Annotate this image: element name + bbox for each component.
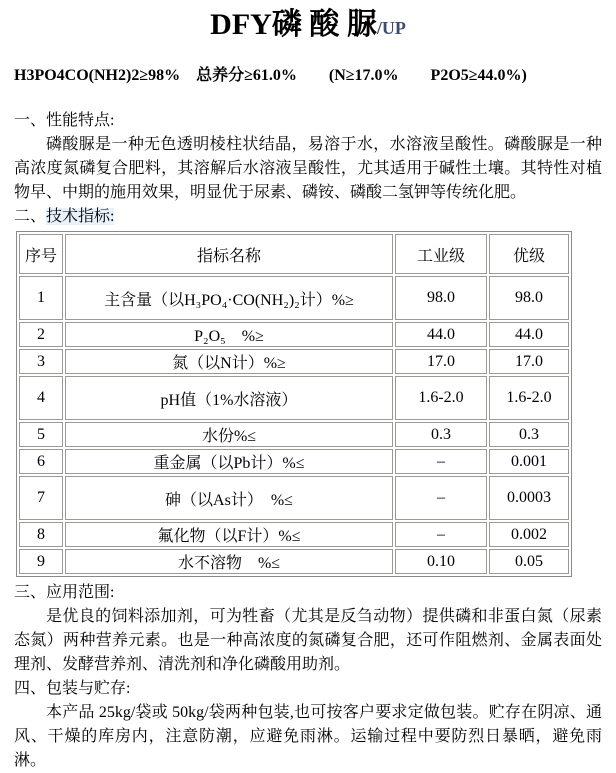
section-number: 二、 — [14, 208, 47, 225]
indicator-name: P₂O₅ %≥ — [65, 322, 393, 347]
section-packaging — [14, 677, 602, 773]
industrial-grade-value: 44.0 — [395, 322, 487, 347]
col-header-index: 序号 — [19, 234, 63, 274]
premium-grade-value: 1.6-2.0 — [489, 376, 569, 420]
table-row — [19, 422, 569, 447]
premium-grade-value: 0.05 — [489, 549, 569, 574]
row-number: 4 — [19, 376, 63, 420]
table-row — [19, 276, 569, 320]
row-number: 1 — [19, 276, 63, 320]
indicator-name: 氮（以N计）%≥ — [65, 349, 393, 374]
indicator-name: 主含量（以H₃PO₄·CO(NH₂)₂计）%≥ — [65, 276, 393, 320]
table-row — [19, 376, 569, 420]
section-applications — [14, 581, 602, 677]
col-header-indicator: 指标名称 — [65, 234, 393, 274]
indicator-name: pH值（1%水溶液） — [65, 376, 393, 420]
table-row — [19, 522, 569, 547]
table-row — [19, 549, 569, 574]
table-row — [19, 349, 569, 374]
industrial-grade-value: 0.10 — [395, 549, 487, 574]
industrial-grade-value: 98.0 — [395, 276, 487, 320]
section-body-performance: 磷酸脲是一种无色透明棱柱状结晶，易溶于水，水溶液呈酸性。磷酸脲是一种高浓度氮磷复合肥料，其溶解后水溶液呈酸性，尤其适用于碱性土壤。其特性对植物早、中期的施用效果，明显优于尿素、磷铵、磷酸二氢钾等传统化肥。 — [14, 136, 602, 201]
industrial-grade-value: – — [395, 476, 487, 520]
section-heading-performance — [14, 109, 602, 133]
table-row — [19, 322, 569, 347]
table-row — [19, 449, 569, 474]
row-number: 2 — [19, 322, 63, 347]
product-title: DFY磷 酸 脲 — [210, 8, 377, 41]
indicator-name: 氟化物（以F计）%≤ — [65, 522, 393, 547]
indicator-name: 重金属（以Pb计）%≤ — [65, 449, 393, 474]
section-number: 四、 — [14, 680, 47, 697]
industrial-grade-value: 1.6-2.0 — [395, 376, 487, 420]
section-heading-specifications — [14, 205, 602, 229]
section-body-packaging: 本产品 25kg/袋或 50kg/袋两种包装,也可按客户要求定做包装。贮存在阴凉、通风、干燥的库房内，注意防潮，应避免雨淋。运输过程中要防烈日暴晒，避免雨淋。 — [14, 704, 602, 769]
section-heading-applications — [14, 581, 602, 605]
row-number: 7 — [19, 476, 63, 520]
indicator-name: 水不溶物 %≤ — [65, 549, 393, 574]
section-title: 性能特点: — [46, 112, 115, 129]
spec-table-body — [19, 276, 569, 574]
row-number: 6 — [19, 449, 63, 474]
premium-grade-value: 17.0 — [489, 349, 569, 374]
section-performance — [14, 109, 602, 205]
premium-grade-value: 0.0003 — [489, 476, 569, 520]
table-row — [19, 476, 569, 520]
row-number: 9 — [19, 549, 63, 574]
premium-grade-value: 44.0 — [489, 322, 569, 347]
section-number: 一、 — [14, 112, 47, 129]
premium-grade-value: 0.001 — [489, 449, 569, 474]
industrial-grade-value: 17.0 — [395, 349, 487, 374]
formula-line: H3PO4CO(NH2)2≥98% 总养分≥61.0% (N≥17.0% P2O5≥44.0%) — [14, 67, 527, 84]
section-number: 三、 — [14, 584, 47, 601]
row-number: 8 — [19, 522, 63, 547]
premium-grade-value: 0.002 — [489, 522, 569, 547]
premium-grade-value: 0.3 — [489, 422, 569, 447]
indicator-name: 砷（以As计） %≤ — [65, 476, 393, 520]
section-specifications — [14, 205, 602, 577]
spec-table — [16, 231, 572, 577]
industrial-grade-value: 0.3 — [395, 422, 487, 447]
page-title — [14, 4, 602, 49]
premium-grade-value: 98.0 — [489, 276, 569, 320]
table-header-row — [19, 234, 569, 274]
spec-table-container — [14, 231, 602, 577]
row-number: 3 — [19, 349, 63, 374]
section-title: 技术指标: — [46, 208, 115, 225]
section-heading-packaging — [14, 677, 602, 701]
row-number: 5 — [19, 422, 63, 447]
section-title: 应用范围: — [46, 584, 115, 601]
indicator-name: 水份%≤ — [65, 422, 393, 447]
col-header-industrial: 工业级 — [395, 234, 487, 274]
section-title: 包装与贮存: — [46, 680, 131, 697]
product-title-suffix: /UP — [376, 18, 406, 38]
industrial-grade-value: – — [395, 449, 487, 474]
col-header-premium: 优级 — [489, 234, 569, 274]
section-body-applications: 是优良的饲料添加剂，可为牲畜（尤其是反刍动物）提供磷和非蛋白氮（尿素态氮）两种营养元素。也是一种高浓度的氮磷复合肥，还可作阻燃剂、金属表面处理剂、发酵营养剂、清洗剂和净化磷酸用助剂。 — [14, 608, 602, 673]
industrial-grade-value: – — [395, 522, 487, 547]
